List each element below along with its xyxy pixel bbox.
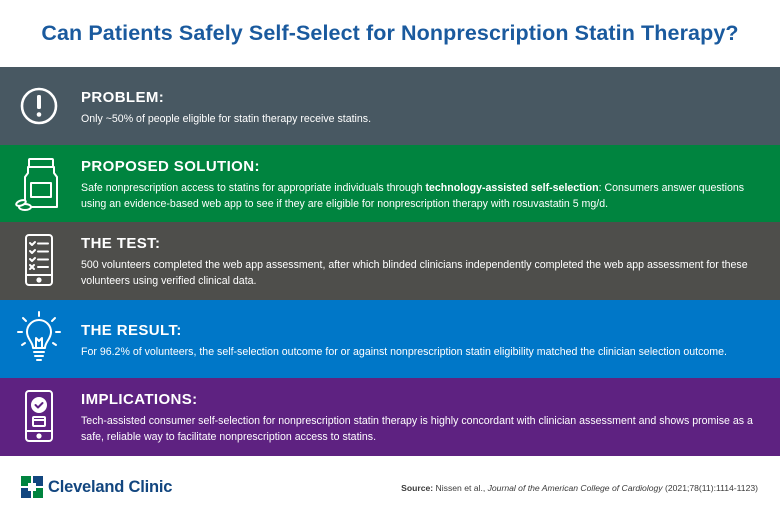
solution-heading: PROPOSED SOLUTION: xyxy=(81,158,260,175)
source-label: Source: xyxy=(401,483,434,493)
page-title: Can Patients Safely Self-Select for Nonprescription Statin Therapy? xyxy=(41,20,739,45)
pill-bottle-icon xyxy=(15,153,67,215)
problem-body: Only ~50% of people eligible for statin therapy receive statins. xyxy=(81,113,372,125)
source-journal: Journal of the American College of Cardiology xyxy=(487,483,663,493)
result-body: For 96.2% of volunteers, the self-selection outcome for or against nonprescription statin eligibility matched the clinician selection outcome. xyxy=(81,346,727,358)
logo-text: Cleveland Clinic xyxy=(48,477,173,496)
test-body: 500 volunteers completed the web app assessment, after which blinded clinicians independently completed the web app assessment for these volunteers using verified clinical data. xyxy=(81,259,748,287)
solution-body xyxy=(81,181,766,212)
implications-body: Tech-assisted consumer self-selection for nonprescription statin therapy is highly concordant with clinician assessment and shows promise as a safe, reliable way to facilitate nonprescription access to statins. xyxy=(81,415,753,443)
source-citation xyxy=(401,483,758,493)
footer xyxy=(0,456,780,520)
source-details: (2021;78(11):1114-1123) xyxy=(662,483,758,493)
solution-body-bold: technology-assisted self-selection xyxy=(425,182,599,194)
test-section xyxy=(0,222,780,300)
result-heading: THE RESULT: xyxy=(81,322,182,339)
exclamation-circle-icon xyxy=(15,75,67,137)
solution-section xyxy=(0,145,780,222)
test-heading: THE TEST: xyxy=(81,235,161,252)
implications-heading: IMPLICATIONS: xyxy=(81,391,198,408)
problem-heading: PROBLEM: xyxy=(81,89,165,106)
result-section xyxy=(0,300,780,378)
implications-section xyxy=(0,378,780,456)
source-authors: Nissen et al., xyxy=(433,483,488,493)
phone-checklist-icon xyxy=(15,230,67,292)
problem-section xyxy=(0,67,780,145)
cleveland-clinic-logo xyxy=(21,476,172,498)
lightbulb-icon xyxy=(15,308,67,370)
phone-check-icon xyxy=(15,386,67,448)
solution-body-post: : Consumers answer questions using an evidence-based web app to see if they are eligible for nonprescription therapy with rosuvastatin 5 mg/d. xyxy=(81,182,745,210)
cleveland-clinic-cross-icon xyxy=(21,476,43,498)
solution-body-pre: Safe nonprescription access to statins for appropriate individuals through xyxy=(81,182,426,194)
